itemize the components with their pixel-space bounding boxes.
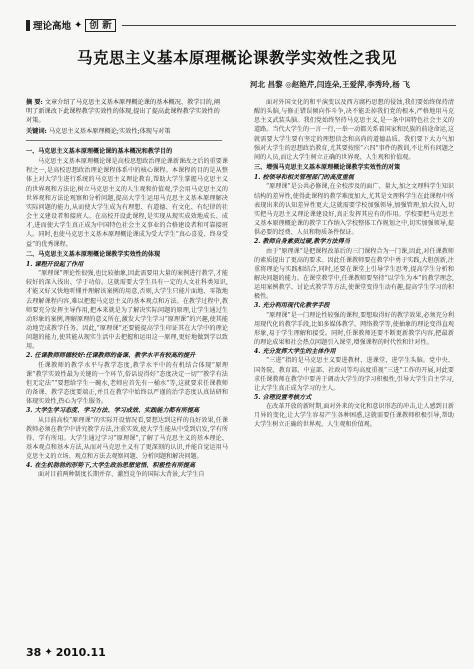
right-text-column: [254, 98, 454, 430]
paragraph: “原理课”是公共必修课,在全校涉及的面广、量大,加之文理科学生知识结构的差异性,使得此课程的教学难度加大,尤其是文理科学生在此课程中所表现出来的认知差异性更大,这就需要学校加强领导,加强管理,加大投入,切实把马克思主义理论课建设好,真正发挥其应有的作用。学校要把马克思主义基本原理概论课的教学工作纳入学校整体工作规划之中,切实加强领导,提供必要的经费、人员和物质条件保证。: [254, 183, 454, 237]
column-name: 理论高地: [33, 21, 72, 32]
ornament-icon: ✦: [74, 19, 83, 31]
paragraph: “原理课”是一门理论性较强的课程,要想取得好的教学效果,必须充分利用现代化的教学手段,比如多媒体教学、网络教学等,使抽象的理论变得直观形象,易于学生理解和接受。同时,任课教师还要不断更新教学内容,把最新的理论成果和社会热点问题引入课堂,增强课程的时代性和针对性。: [254, 311, 454, 347]
header-bar-mark: [26, 20, 30, 31]
header-rule: [122, 25, 456, 26]
abstract: [26, 98, 222, 126]
column-header: [26, 18, 456, 32]
section-tag: 创 新: [85, 19, 115, 32]
article-title: 马克思主义基本原理概论课教学实效性之我见: [76, 48, 397, 67]
paragraph: 马克思主义基本原理概论课是高校思想政治理论课新课改之后的重要课程之一,是高校思想政治理论课程体系中的核心课程。本课程的目的是从整体上对大学生进行系统的马克思主义理论教育,帮助大学生掌握马克思主义的世界观和方法论,树立马克思主义的人生观和价值观,学会用马克思主义的世界观和方法论观察和分析问题,提高大学生运用马克思主义基本原理解决实际问题的能力,从而使大学生成为有理想、有道德、有文化、有纪律的社会主义建设者和接班人。在高校开设此课程,是实现从现实成效地成长、成才,进而使大学生真正成为中国特色社会主义事业的合格建设者和可靠接班人。同时,也使马克思主义基本原理概论课成为受大学生“真心喜爱、终身受益”的优秀课程。: [26, 158, 228, 248]
subsection-heading: 3. 充分利用现代化教学手段: [254, 302, 330, 310]
subsection-heading: 5. 合理设置考核方式: [254, 394, 312, 401]
subsection-heading: 3. 大学生学习态度、学习方法、学习成效、实践能力都有所提高: [26, 407, 200, 415]
arrow-icon: ✦: [44, 647, 53, 658]
section-heading: 三、增强马克思主义基本原理概论课教学实效性的对策: [254, 164, 401, 172]
paragraph: 面对目前两种制度长期并存、激烈竞争的国际大背景,大学生自: [38, 471, 205, 479]
issue-date: 2010.11: [55, 646, 106, 659]
article-authors: 河北 昌黎 ◎赵艳芹,闫连朵,王爱萍,李秀玲,杨 飞: [250, 80, 410, 89]
abstract-divider: [26, 140, 222, 141]
paragraph: “三进”指的是马克思主义要进教材、进课堂、进学生头脑。党中央、国务院、教育部、中宣部、社政司等均高度重视“三进”工作的开展,对此要求任课教师在教学中要善于调动大学生的学习积极性,引导大学生自主学习,让大学生真正成为学习的主人。: [254, 357, 454, 392]
section-heading: 一、马克思主义基本原理概论课的基本概况和教学目的: [26, 148, 173, 155]
abstract-label: 摘 要:: [26, 99, 43, 106]
abstract-text: 文章介绍了马克思主义基本原理概论课的基本概况、教学目的,阐明了新课改下此课程教学实效性的体现,提出了提高此课程教学实效性的对策。: [26, 99, 221, 125]
subsection-heading: 1. 课程开设起了作用: [26, 260, 84, 268]
page-number: 38: [26, 646, 42, 659]
paragraph: 任课教师的教学水平与教学态度,教学水平中的有机结合体现“原理课”教学实效性最为关键的一个环节,俗话说得好“态度决定一切”“教学有法但无定法”“要想给学生一碗水,老师应首先有一桶水”等,这就要求任课教师的备课、教学态度要端正,并且在教学中始终以严谨的治学态度认真钻研和体现实效性,热心为学生服务。: [26, 361, 228, 406]
subsection-heading: 2. 教师自身素质过硬,教学方法得当: [254, 238, 350, 246]
keywords-text: 马克思主义基本原理概论;实效性;体现与对策: [48, 128, 171, 135]
paragraph: 面对外国文化的和平演变以及西方腐朽思想的侵蚀,我们要始终保持清醒的头脑,与修正错误倾向作斗争,决不能丢掉我们党的根本,严格地用马克思主义武装头脑。我们党始终坚持马克思主义,是一条中国特色社会主义的道路。当代大学生的一言一行,一举一动都关系着国家和民族的前途命运,这就需要大学生要有坚定的理想信念和高尚的道德品质。我们要下大力气加强对大学生的思想政治教育,尤其要按照“六四”事件的教训,不让所有问题之间的人员,而让大学生树立正确的世界观、人生观和价值观。: [254, 99, 454, 161]
paragraph: 由于“原理课”是把课程改革后的三门课程合为一门课,因此,对任课教师的素质提出了更高的要求。因此任课教师要在教学中勇于实践,大胆创新,注重将理论与实践相结合,同时,还要在课堂上引导学生思考,提高学生分析和解决问题的能力。在课堂教学中,任课教师要坚持“以学生为本”的教学理念,运用案例教学、讨论式教学等方法,使课堂变得生动有趣,提高学生学习的积极性。: [254, 247, 454, 301]
subsection-heading: 4. 充分发挥大学生的主体作用: [254, 348, 336, 356]
paragraph: “原理课”理论性很强,也比较抽象,因此需要用大量的案例进行教学,才能较好的深入浅出、学于功倍。这就需要大学生具有一定的人文社科类知识,才能又好又快地听懂并理解该案例的用意,否则,大学生只能片面地、零散地去理解课程内容,难以把握马克思主义的基本观点和方法。在教学过程中,教师要充分发挥主导作用,把本来就是为了解决实际问题的原理,让学生通过生动形象的案例,理解原理的意义所在,激发大学生学习“原理课”的兴趣,使其能动地完成教学任务。因此,“原理课”还要能提高学生印证其在大学中的理论问题的能力,使其能从现实生活中去把握和运用这一原理,更好地做到学以致用。: [26, 270, 228, 351]
paragraph: 从目前高校“原理课”的实际开设情况看,要想达到这样的良好效果,任课教师必须在教学中讲究教学方法,注重实效,使大学生能从中受到启发,学有所得、学有所用。大学生通过学习“原理课”,了解了马克思主义的基本理论、基本观点和基本方法,从而对马克思主义有了更深刻的认识,并能自觉运用马克思主义的立场、观点和方法去观察问题、分析问题和解决问题。: [26, 416, 228, 461]
paragraph: 在改革开放的新时期,面对外来的文化和意识形态的冲击,让人感到日新月异的变化,让大学生容易产生各种困惑,这就需要任课教师积极引导,帮助大学生树立正确的世界观、人生观和价值观。: [254, 403, 454, 429]
section-heading: 二、马克思主义基本原理概论课教学实效性的体现: [26, 250, 161, 258]
left-text-column: [26, 146, 228, 480]
keywords: [26, 127, 222, 136]
subsection-heading: 4. 在生机勃勃的形势下,大学生政治思想觉悟、积极性有所提高: [26, 462, 196, 470]
subsection-heading: 1. 校领导和相关管理部门的高度重视: [254, 174, 354, 182]
keywords-label: 关键词:: [26, 128, 47, 135]
subsection-heading: 2. 任课教师师德较好:任课教师的备课、教学水平有较高的提升: [26, 352, 196, 360]
page-footer: [26, 646, 106, 659]
